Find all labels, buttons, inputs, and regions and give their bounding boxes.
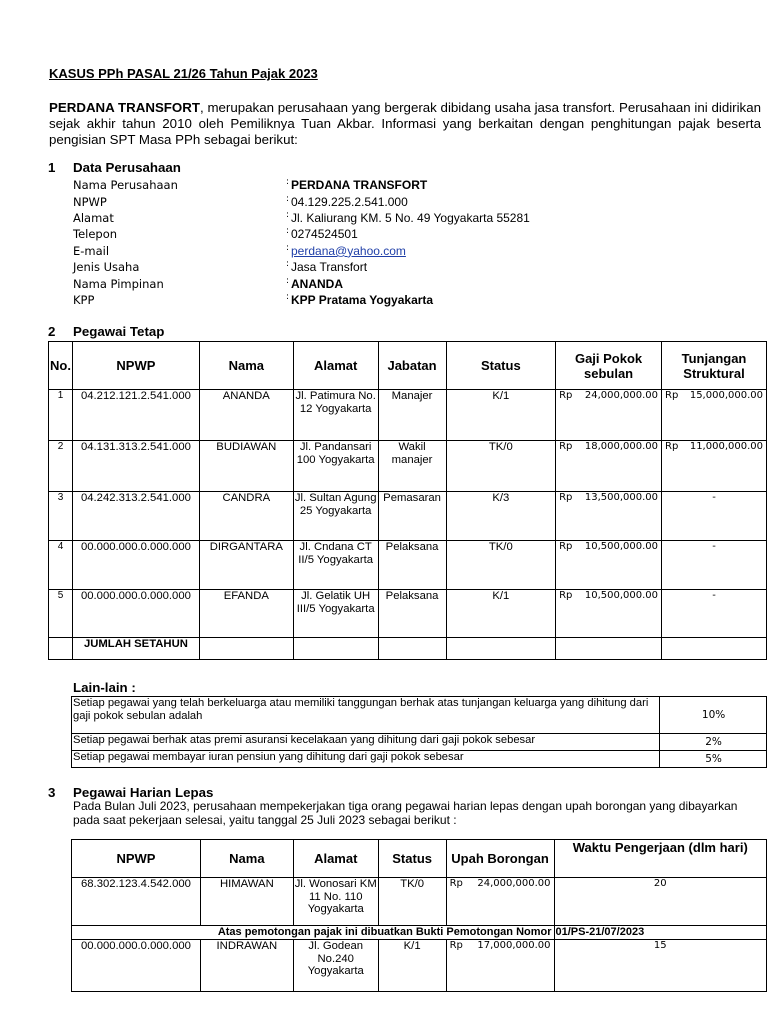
cell-gaji xyxy=(556,390,662,441)
info-row xyxy=(73,226,530,242)
email-link[interactable]: perdana@yahoo.com xyxy=(291,243,406,258)
cell-jabatan: Manajer xyxy=(378,390,446,441)
currency-label: Rp xyxy=(559,390,573,401)
info-colon: : xyxy=(286,291,290,302)
info-value: Jasa Transfort xyxy=(291,260,368,275)
cell-jabatan: Pemasaran xyxy=(378,492,446,541)
cell-no: 3 xyxy=(49,492,73,541)
cell-tunjangan xyxy=(662,441,767,492)
cell-alamat: Jl. Cndana CT II/5 Yogyakarta xyxy=(293,541,378,590)
info-key: Nama Pimpinan xyxy=(73,276,164,291)
cell-npwp: 68.302.123.4.542.000 xyxy=(72,878,201,926)
bukti-row xyxy=(72,926,767,940)
amount: 15,000,000.00 xyxy=(689,390,763,401)
cell-alamat: Jl. Sultan Agung 25 Yogyakarta xyxy=(293,492,378,541)
cell-jabatan: Pelaksana xyxy=(378,590,446,638)
cell-empty xyxy=(293,638,378,660)
cell-status: TK/0 xyxy=(446,541,556,590)
currency-label: Rp xyxy=(559,492,573,503)
cell-npwp: 00.000.000.0.000.000 xyxy=(72,940,201,992)
cell-no: 5 xyxy=(49,590,73,638)
section-number: 3 xyxy=(48,785,56,800)
currency-label: Rp xyxy=(665,390,679,401)
cell-hari: 15 xyxy=(554,940,766,992)
cell-npwp: 04.242.313.2.541.000 xyxy=(72,492,199,541)
amount: 17,000,000.00 xyxy=(477,940,551,951)
info-key: Telepon xyxy=(73,227,118,242)
amount: 11,000,000.00 xyxy=(689,441,763,452)
cell-jabatan: Wakil manajer xyxy=(378,441,446,492)
info-value: PERDANA TRANSFORT xyxy=(291,178,428,193)
info-colon: : xyxy=(286,209,290,220)
cell-empty xyxy=(556,638,662,660)
section-title: Pegawai Tetap xyxy=(73,324,165,339)
cell-status: K/3 xyxy=(446,492,556,541)
lain-text: Setiap pegawai membayar iuran pensiun yang dihitung dari gaji pokok sebesar xyxy=(72,751,660,768)
cell-no: 1 xyxy=(49,390,73,441)
info-key: Nama Perusahaan xyxy=(73,178,178,193)
amount: 10,500,000.00 xyxy=(584,541,659,552)
table-row xyxy=(49,390,767,441)
cell-empty xyxy=(446,638,556,660)
info-value: Jl. Kaliurang KM. 5 No. 49 Yogyakarta 55281 xyxy=(291,210,530,225)
lain-value: 10% xyxy=(660,697,767,734)
info-key: Alamat xyxy=(73,210,114,225)
cell-empty xyxy=(662,638,767,660)
company-name: PERDANA TRANSFORT xyxy=(49,100,201,115)
cell-status: TK/0 xyxy=(378,878,446,926)
total-label: JUMLAH SETAHUN xyxy=(72,638,199,660)
column-header: Status xyxy=(378,840,446,878)
table-row xyxy=(49,590,767,638)
section-2-heading xyxy=(48,324,164,339)
intro-text: , merupakan perusahaan yang bergerak dibidang usaha jasa transfort. Perusahaan ini didirikan sejak akhir tahun 2010 oleh Pemiliknya Tuan Akbar. Informasi yang berkaitan dengan penghitungan pajak beserta pengisian SPT Masa PPh sebagai berikut: xyxy=(49,100,761,147)
column-header: Jabatan xyxy=(378,342,446,390)
table-header-row xyxy=(49,342,767,390)
cell-tunjangan: - xyxy=(662,492,767,541)
cell-status: K/1 xyxy=(446,390,556,441)
cell-upah xyxy=(446,940,554,992)
cell-gaji xyxy=(556,441,662,492)
lain-row xyxy=(72,697,767,734)
cell-tunjangan xyxy=(662,390,767,441)
cell-no: 4 xyxy=(49,541,73,590)
info-row xyxy=(73,177,530,193)
section-number: 1 xyxy=(48,160,56,175)
bukti-number: 01/PS-21/07/2023 xyxy=(554,926,766,940)
info-value: 04.129.225.2.541.000 xyxy=(291,194,408,209)
section-3-heading xyxy=(48,785,213,800)
column-header: Alamat xyxy=(293,342,378,390)
table-row xyxy=(72,940,767,992)
cell-npwp: 00.000.000.0.000.000 xyxy=(72,590,199,638)
info-value: ANANDA xyxy=(291,276,343,291)
info-colon: : xyxy=(286,275,290,286)
column-header: NPWP xyxy=(72,342,199,390)
info-key: Jenis Usaha xyxy=(73,260,140,275)
section-3-description: Pada Bulan Juli 2023, perusahaan mempekerjakan tiga orang pegawai harian lepas dengan upah borongan yang dibayarkan pada saat pekerjaan selesai, yaitu tanggal 25 Juli 2023 sebagai berikut : xyxy=(73,799,738,827)
bukti-label: Atas pemotongan pajak ini dibuatkan Bukti Pemotongan Nomor xyxy=(72,926,555,940)
section-title: Data Perusahaan xyxy=(73,160,181,175)
cell-gaji xyxy=(556,541,662,590)
cell-alamat: Jl. Godean No.240 Yogyakarta xyxy=(293,940,378,992)
table-row xyxy=(72,878,767,926)
info-row xyxy=(73,275,530,291)
info-row xyxy=(73,259,530,275)
currency-label: Rp xyxy=(559,590,573,601)
info-row xyxy=(73,243,530,259)
cell-status: TK/0 xyxy=(446,441,556,492)
amount: 10,500,000.00 xyxy=(584,590,659,601)
cell-status: K/1 xyxy=(378,940,446,992)
column-header: Nama xyxy=(199,342,293,390)
info-colon: : xyxy=(286,177,290,188)
cell-gaji xyxy=(556,492,662,541)
lain-row xyxy=(72,734,767,751)
cell-upah xyxy=(446,878,554,926)
cell-tunjangan: - xyxy=(662,541,767,590)
column-header: Nama xyxy=(200,840,293,878)
cell-empty xyxy=(378,638,446,660)
intro-paragraph xyxy=(49,100,761,148)
cell-empty xyxy=(199,638,293,660)
cell-npwp: 04.131.313.2.541.000 xyxy=(72,441,199,492)
company-info xyxy=(73,177,530,308)
cell-alamat: Jl. Patimura No. 12 Yogyakarta xyxy=(293,390,378,441)
cell-alamat: Jl. Gelatik UH III/5 Yogyakarta xyxy=(293,590,378,638)
info-colon: : xyxy=(286,259,290,270)
cell-jabatan: Pelaksana xyxy=(378,541,446,590)
info-row xyxy=(73,193,530,209)
info-colon: : xyxy=(286,193,290,204)
column-header: No. xyxy=(49,342,73,390)
cell-nama: EFANDA xyxy=(199,590,293,638)
amount: 13,500,000.00 xyxy=(584,492,659,503)
cell-no: 2 xyxy=(49,441,73,492)
column-header: Tunjangan Struktural xyxy=(662,342,767,390)
cell-gaji xyxy=(556,590,662,638)
section-1-heading xyxy=(48,160,181,175)
column-header: Alamat xyxy=(293,840,378,878)
cell-nama: INDRAWAN xyxy=(200,940,293,992)
info-row xyxy=(73,292,530,308)
column-header: NPWP xyxy=(72,840,201,878)
currency-label: Rp xyxy=(559,541,573,552)
cell-status: K/1 xyxy=(446,590,556,638)
lain-row xyxy=(72,751,767,768)
table-row xyxy=(49,541,767,590)
cell-alamat: Jl. Pandansari 100 Yogyakarta xyxy=(293,441,378,492)
info-key: E-mail xyxy=(73,243,110,258)
cell-nama: BUDIAWAN xyxy=(199,441,293,492)
currency-label: Rp xyxy=(449,878,463,889)
cell-tunjangan: - xyxy=(662,590,767,638)
section-title: Pegawai Harian Lepas xyxy=(73,785,214,800)
amount: 24,000,000.00 xyxy=(477,878,551,889)
document-title: KASUS PPh PASAL 21/26 Tahun Pajak 2023 xyxy=(49,66,318,81)
info-key: NPWP xyxy=(73,194,107,209)
currency-label: Rp xyxy=(449,940,463,951)
column-header: Status xyxy=(446,342,556,390)
column-header: Waktu Pengerjaan (dlm hari) xyxy=(554,840,766,878)
cell-nama: CANDRA xyxy=(199,492,293,541)
cell-nama: DIRGANTARA xyxy=(199,541,293,590)
currency-label: Rp xyxy=(665,441,679,452)
cell-npwp: 00.000.000.0.000.000 xyxy=(72,541,199,590)
info-row xyxy=(73,210,530,226)
amount: 18,000,000.00 xyxy=(584,441,659,452)
info-value: KPP Pratama Yogyakarta xyxy=(291,292,434,307)
lain-lain-table xyxy=(71,696,767,768)
table-row xyxy=(49,441,767,492)
cell-nama: ANANDA xyxy=(199,390,293,441)
cell-npwp: 04.212.121.2.541.000 xyxy=(72,390,199,441)
column-header: Upah Borongan xyxy=(446,840,554,878)
total-row xyxy=(49,638,767,660)
lain-value: 5% xyxy=(660,751,767,768)
daily-workers-table xyxy=(71,839,767,992)
cell-nama: HIMAWAN xyxy=(200,878,293,926)
amount: 24,000,000.00 xyxy=(584,390,659,401)
cell-alamat: Jl. Wonosari KM 11 No. 110 Yogyakarta xyxy=(293,878,378,926)
table-header-row xyxy=(72,840,767,878)
info-value: 0274524501 xyxy=(291,227,358,242)
info-colon: : xyxy=(286,226,290,237)
lain-text: Setiap pegawai berhak atas premi asuransi kecelakaan yang dihitung dari gaji pokok sebesar xyxy=(72,734,660,751)
lain-text: Setiap pegawai yang telah berkeluarga atau memiliki tanggungan berhak atas tunjangan keluarga yang dihitung dari gaji pokok sebulan adalah xyxy=(72,697,660,734)
cell-empty xyxy=(49,638,73,660)
permanent-employees-table xyxy=(48,341,767,660)
table-row xyxy=(49,492,767,541)
cell-hari: 20 xyxy=(554,878,766,926)
column-header: Gaji Pokok sebulan xyxy=(556,342,662,390)
lain-lain-title: Lain-lain : xyxy=(73,680,136,695)
lain-value: 2% xyxy=(660,734,767,751)
section-number: 2 xyxy=(48,324,56,339)
info-key: KPP xyxy=(73,292,95,307)
info-colon: : xyxy=(286,242,290,253)
currency-label: Rp xyxy=(559,441,573,452)
